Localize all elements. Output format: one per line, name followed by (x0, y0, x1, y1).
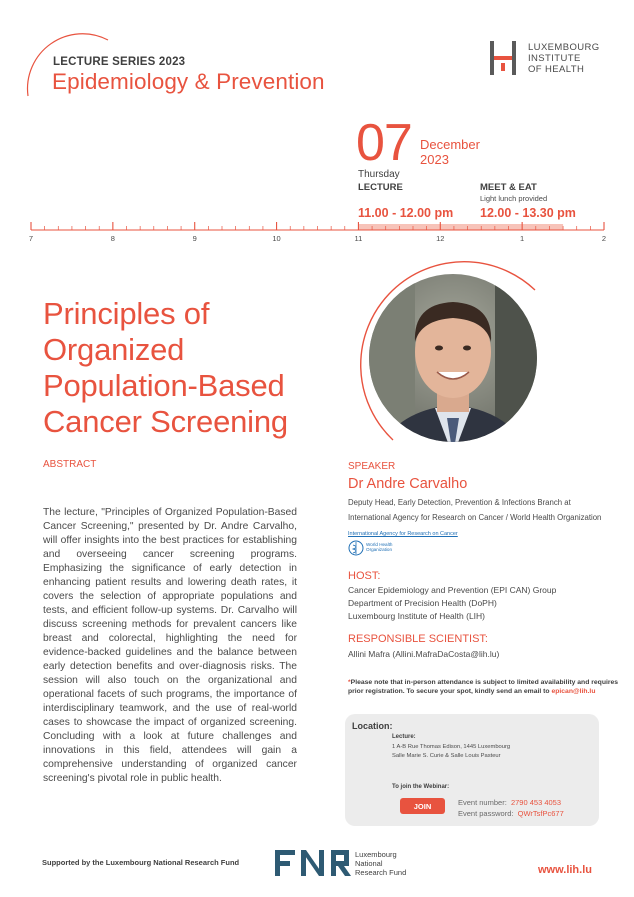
institute-name-line: INSTITUTE (528, 53, 581, 64)
timeline-hour-label: 1 (520, 234, 525, 243)
speaker-label: SPEAKER (348, 461, 396, 472)
host-label: HOST: (348, 570, 381, 582)
who-name-line: Organization (366, 547, 393, 553)
timeline-hour-label: 8 (110, 234, 115, 243)
timeline-hour-label: 12 (436, 234, 445, 243)
host-line: Department of Precision Health (DoPH) (348, 598, 497, 608)
event-weekday: Thursday (358, 169, 400, 180)
speaker-portrait (355, 260, 551, 456)
event-number-value: 2790 453 4053 (510, 798, 562, 807)
abstract-label: ABSTRACT (43, 459, 97, 470)
responsible-scientist-label: RESPONSIBLE SCIENTIST: (348, 633, 488, 645)
lecture-series-subtitle: Epidemiology & Prevention (52, 69, 325, 94)
event-password-label: Event password: (458, 809, 514, 818)
meet-eat-time: 12.00 - 13.30 pm (480, 206, 576, 220)
webinar-label: To join the Webinar: (392, 784, 450, 790)
fnr-logo-icon (275, 850, 351, 876)
institute-name (528, 42, 600, 75)
lecture-title-line: Organized (43, 332, 185, 367)
event-month: December (420, 137, 480, 152)
timeline-hour-label: 9 (192, 234, 197, 243)
who-name-line: World Health (366, 542, 393, 547)
who-logo-icon (348, 540, 364, 556)
institute-name-line: OF HEALTH (528, 64, 585, 75)
meet-eat-label: MEET & EAT (480, 182, 537, 193)
timeline-hour-label: 2 (601, 234, 607, 243)
lecture-title-line: Population-Based (43, 368, 285, 403)
lih-logo-icon (488, 41, 518, 75)
event-number (458, 798, 561, 807)
venue-rooms: Salle Marie S. Curie & Salle Louis Pasteur (392, 753, 501, 759)
institute-name-line: LUXEMBOURG (528, 42, 600, 53)
event-number-label: Event number: (458, 798, 507, 807)
lecture-title-line: Cancer Screening (43, 404, 288, 439)
speaker-role: Deputy Head, Early Detection, Prevention & Infections Branch at (348, 498, 571, 507)
note-text: Please note that in-person attendance is subject to limited availability and requires prior registration. To secure your spot, kindly send an email to (348, 679, 619, 695)
funding-acknowledgement: Supported by the Luxembourg National Research Fund (42, 858, 240, 867)
host-line: Cancer Epidemiology and Prevention (EPI CAN) Group (348, 585, 557, 595)
meet-eat-subtitle: Light lunch provided (480, 194, 548, 203)
timeline-highlight (358, 224, 563, 230)
host-line: Luxembourg Institute of Health (LIH) (348, 611, 486, 621)
fnr-name-line: National (355, 859, 383, 868)
fnr-name-line: Luxembourg (355, 850, 397, 859)
fnr-name (355, 850, 406, 877)
timeline-hour-label: 7 (28, 234, 34, 243)
speaker-affiliation: International Agency for Research on Cancer / World Health Organization (348, 513, 602, 522)
lecture-title (43, 296, 343, 440)
event-password-value: QWrTsfPc677 (517, 809, 564, 818)
lecture-title-line: Principles of (43, 296, 210, 331)
event-day: 07 (356, 114, 412, 172)
note-asterisk: * (348, 679, 351, 686)
event-password (458, 809, 564, 818)
timeline-hour-label: 10 (272, 234, 281, 243)
attendance-note (348, 679, 623, 696)
responsible-scientist: Allini Mafra (Allini.MafraDaCosta@lih.lu) (348, 649, 500, 659)
location-label: Location: (352, 721, 393, 731)
speaker-name: Dr Andre Carvalho (348, 476, 468, 492)
lecture-time: 11.00 - 12.00 pm (358, 206, 454, 220)
website-link[interactable]: www.lih.lu (538, 864, 592, 876)
event-year: 2023 (420, 152, 449, 167)
fnr-name-line: Research Fund (355, 868, 407, 877)
location-lecture-label: Lecture: (392, 734, 416, 740)
registration-email-link[interactable]: epican@lih.lu (551, 687, 596, 695)
lecture-series-title: LECTURE SERIES 2023 (53, 56, 186, 68)
join-webinar-button[interactable]: JOIN (400, 798, 445, 814)
abstract-text: The lecture, "Principles of Organized Population-Based Cancer Screening," presented by Dr. Andre Carvalho, will offer insights into the best practices for establishing and overseeing cancer screening programs. Emphasizing the significance of early detection in enhancing patient results and lowering death rates, it covers the selection of appropriate populations and tests, and efficient follow-up systems. Dr. Carvalho will discuss screening methods for prevalent cancers like breast and colorectal, highlighting the need for evidence-backed guidelines and the balance between early detection benefits and over-diagnosis risks. The session will also touch on the organizational and operational facets of such programs, the importance of interdisciplinary teamwork, and the use of real-world cases to showcase the impact of organized screening. Concluding with a look at future challenges and innovations in this field, attendees will gain a comprehensive understanding of organized cancer screening's pivotal role in public health. (43, 507, 297, 784)
timeline-hour-label: 11 (354, 234, 363, 243)
lecture-label: LECTURE (358, 182, 403, 193)
venue-address: 1 A-B Rue Thomas Edison, 1445 Luxembourg (392, 744, 511, 750)
iarc-link[interactable]: International Agency for Research on Cancer (348, 531, 458, 537)
who-name (366, 542, 392, 552)
